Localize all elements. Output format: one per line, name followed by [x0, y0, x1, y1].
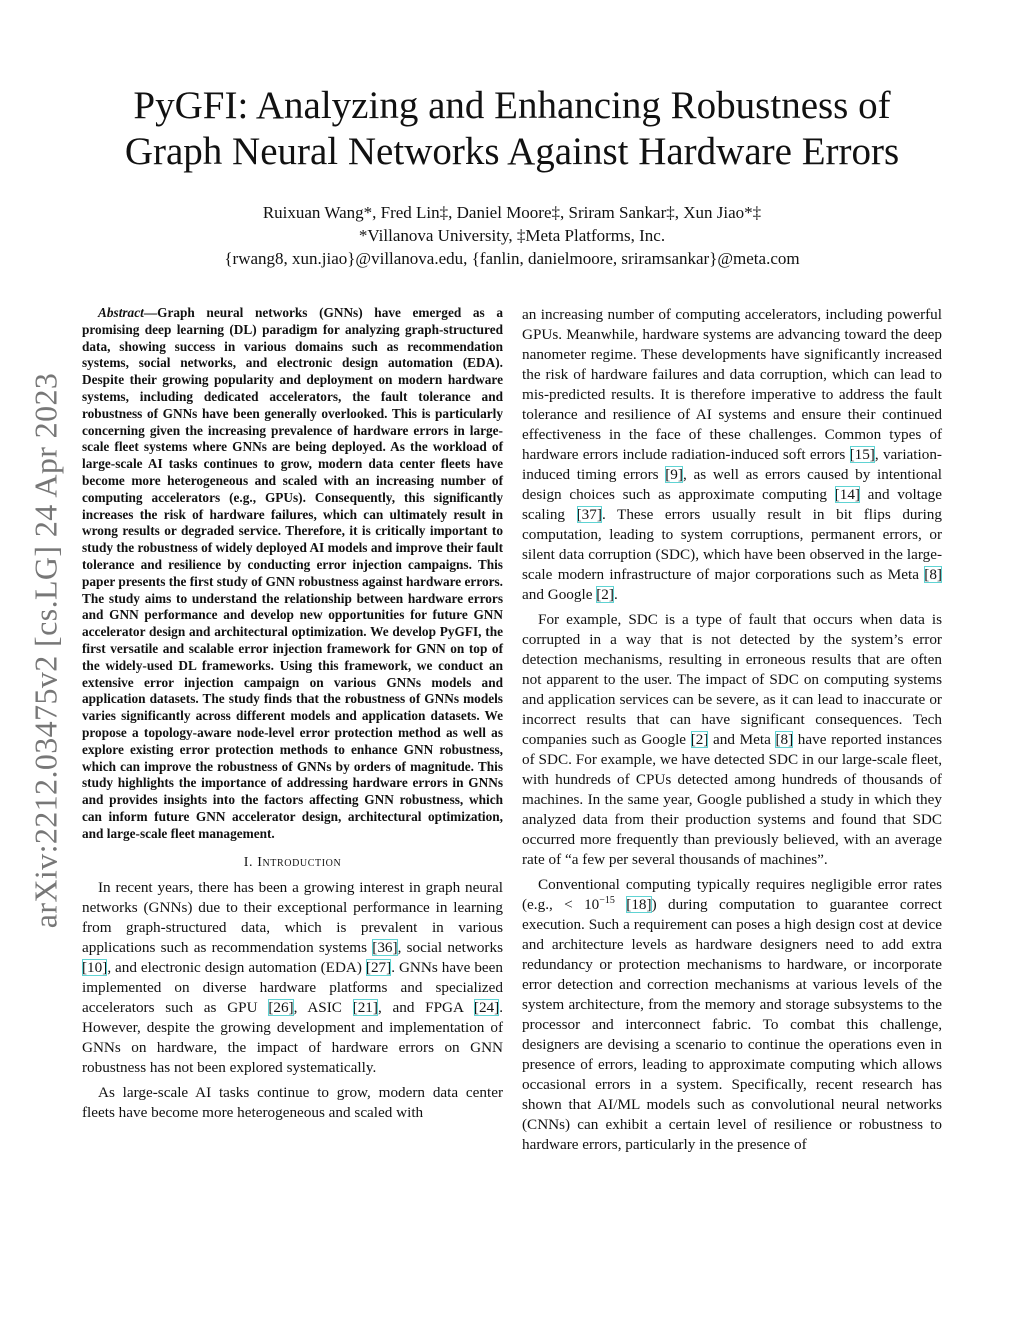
title-line-2: Graph Neural Networks Against Hardware Errors	[124, 130, 900, 173]
citation-link[interactable]: [9]	[665, 466, 683, 483]
abstract-text: —Graph neural networks (GNNs) have emerged as a promising deep learning (DL) paradigm for analyzing graph-structured data, showing success in various domains such as recommendation systems, social networks, and electronic design automation (EDA). Despite their growing popularity and deployment on modern hardware systems, including dedicated accelerators, the fault tolerance and robustness of GNNs have been generally overlooked. This is particularly concerning given the increasing prevalence of hardware errors in large-scale fleet systems where GNNs are being deployed. As the workload of large-scale AI tasks continues to grow, modern data center fleets have become more heterogeneous and scaled with an increasing number of computing accelerators (e.g., GPUs). Consequently, this significantly increases the risk of hardware failures, which can ultimately result in wrong results or degraded service. Therefore, it is critically important to study the robustness of widely deployed AI models and improve their fault tolerance and resilience by conducting error injection campaigns. This paper presents the first study of GNN robustness against hardware errors. The study aims to understand the relationship between hardware errors and GNN performance and develop new opportunities for future GNN accelerator design and architectural optimization. We develop PyGFI, the first versatile and scalable error injection framework for GNN on top of the widely-used DL frameworks. Using this framework, we conduct an extensive error injection campaign on various GNNs models and application datasets. The study finds that the robustness of GNNs models varies significantly across different models and application datasets. We propose a topology-aware node-level error protection method as well as explore existing error protection methods to enhance GNN robustness, which can improve the robustness of GNNs by orders of magnitude. This study highlights the importance of addressing hardware errors in GNNs and provides insights into the factors affecting GNN robustness, which can inform future GNN accelerator design, architectural optimization, and large-scale fleet management.	[82, 305, 503, 841]
right-column	[522, 305, 942, 1155]
citation-link[interactable]: [8]	[924, 566, 942, 583]
text-run: , as well as errors caused by intentional design choices such as approximate computing	[522, 466, 942, 503]
text-run: , and electronic design automation (EDA)	[107, 958, 366, 976]
citation-link[interactable]: [15]	[849, 446, 875, 463]
author-affiliations: *Villanova University, ‡Meta Platforms, Inc.	[358, 226, 666, 245]
citation-link[interactable]: [37]	[576, 506, 602, 523]
text-run: ) during computation to guarantee correct execution. Such a requirement can poses a high design cost at device and architecture levels as hardware designers need to add extra redundancy or protection mechanisms to hardware, or incorporate error detection and correction mechanisms at various levels of the system architecture, from the memory and storage subsystems to the processor and interconnect fabric. To combat this challenge, designers are devising a scenario to continue the operations even in presence of errors, leading to approximate computing which allows occasional errors in a system. Specifically, recent research has shown that AI/ML models such as convolutional neural networks (CNNs) can exhibit a certain level of resilience or robustness to hardware errors, particularly in the presence of	[522, 896, 942, 1153]
text-run	[615, 896, 626, 913]
arxiv-identifier	[26, 350, 66, 950]
text-run: In recent years, there has been a growing interest in graph neural networks (GNNs) due to their exceptional performance in learning from graph-structured data, which is prevalent in various applications such as recommendation systems	[82, 878, 503, 956]
text-run: , ASIC	[293, 998, 353, 1016]
author-emails: {rwang8, xun.jiao}@villanova.edu, {fanlin, danielmoore, sriramsankar}@meta.com	[224, 249, 800, 268]
intro-paragraph-1	[82, 878, 503, 1078]
text-run: Conventional computing typically requires negligible error rates (e.g., < 10	[522, 876, 942, 913]
section-numeral: I.	[243, 854, 254, 870]
text-run: . GNNs have been implemented on diverse hardware platforms and specialized accelerators such as GPU	[82, 958, 504, 1016]
exponent: −15	[599, 894, 615, 906]
citation-link[interactable]: [2]	[596, 586, 614, 603]
text-run: , social networks	[397, 938, 503, 956]
text-run: , and FPGA	[377, 998, 474, 1016]
citation-link[interactable]: [26]	[268, 998, 294, 1016]
intro-paragraph-2: As large-scale AI tasks continue to grow, modern data center fleets have become more heterogeneous and scaled with	[82, 1083, 503, 1121]
right-paragraph-2	[522, 610, 942, 870]
citation-link[interactable]: [14]	[834, 486, 860, 503]
citation-link[interactable]: [18]	[626, 896, 652, 913]
text-run: and voltage scaling	[522, 486, 942, 523]
citation-link[interactable]: [36]	[372, 938, 398, 956]
abstract	[82, 305, 503, 843]
text-run: , variation-induced timing errors	[522, 446, 942, 483]
paper-title	[80, 83, 944, 175]
author-names: Ruixuan Wang*, Fred Lin‡, Daniel Moore‡, Sriram Sankar‡, Xun Jiao*‡	[262, 203, 762, 222]
text-run: . However, despite the growing development and implementation of GNNs on hardware, the impact of hardware errors on GNN robustness has not been explored systematically.	[82, 998, 503, 1076]
text-run: and Meta	[708, 731, 776, 748]
arxiv-identifier-text: arXiv:2212.03475v2 [cs.LG] 24 Apr 2023	[27, 372, 64, 928]
title-line-1: PyGFI: Analyzing and Enhancing Robustness of	[133, 84, 891, 127]
citation-link[interactable]: [24]	[473, 998, 500, 1016]
section-heading-introduction	[82, 855, 503, 871]
text-run: .	[613, 586, 618, 603]
author-block	[80, 201, 944, 270]
left-column	[82, 305, 503, 1123]
citation-link[interactable]: [10]	[82, 958, 108, 976]
section-title: Introduction	[257, 854, 342, 870]
citation-link[interactable]: [8]	[775, 731, 794, 748]
text-run: and Google	[522, 586, 597, 603]
right-paragraph-3	[522, 875, 942, 1155]
text-run: . These errors usually result in bit flips during computation, leading to system corruptions, permanent errors, or silent data corruption (SDC), which have been observed in the large-scale modern infrastructure of major corporations such as Meta	[522, 506, 942, 583]
text-run: For example, SDC is a type of fault that occurs when data is corrupted in a way that is not detected by the system’s error detection mechanisms, resulting in erroneous results that are often not apparent to the user. The impact of SDC on computing systems and application services can be severe, as it can lead to inaccurate or incorrect results that can have significant consequences. Tech companies such as Google	[522, 611, 942, 748]
text-run: have reported instances of SDC. For example, we have detected SDC in our large-scale fleet, with hundreds of CPUs detected among hundreds of thousands of machines. In the same year, Google published a study in which they analyzed data from their production systems and found that SDC occurred more frequently than previously believed, with an average rate of “a few per several thousands of machines”.	[522, 731, 943, 868]
abstract-label: Abstract	[98, 305, 144, 320]
text-run: an increasing number of computing accelerators, including powerful GPUs. Meanwhile, hardware systems are advancing toward the deep nanometer regime. These developments have significantly increased the risk of hardware failures and data corruption, which can lead to mis-predicted results. It is therefore imperative to address the fault tolerance and resilience of AI systems and ensure their continued effectiveness in the face of these challenges. Common types of hardware errors include radiation-induced soft errors	[522, 306, 942, 463]
right-paragraph-1	[522, 305, 942, 605]
citation-link[interactable]: [21]	[352, 998, 378, 1016]
citation-link[interactable]: [27]	[365, 958, 392, 976]
citation-link[interactable]: [2]	[690, 731, 709, 748]
